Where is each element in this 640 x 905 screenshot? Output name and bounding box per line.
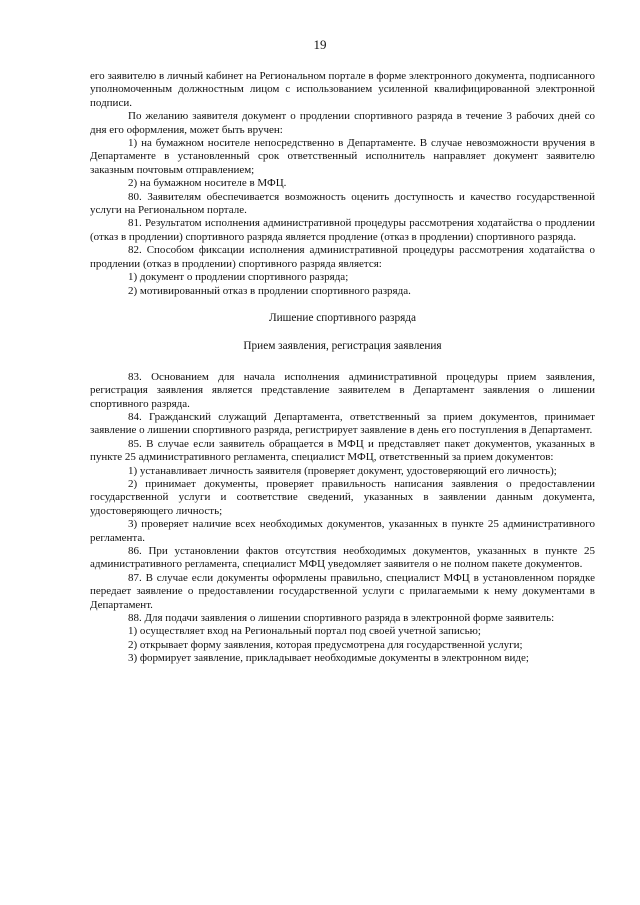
paragraph: 86. При установлении фактов отсутствия необходимых документов, указанных в пункте 25 административного регламента, специалист МФЦ уведомляет заявителя о не полном пакете документов.	[90, 545, 595, 571]
paragraph: 85. В случае если заявитель обращается в МФЦ и представляет пакет документов, указанных в пункте 25 административного регламента, специалист МФЦ, ответственный за прием документов:	[90, 437, 595, 464]
subsection-heading: Прием заявления, регистрация заявления	[243, 340, 442, 353]
section-heading: Лишение спортивного разряда	[268, 311, 417, 324]
paragraph: 1) осуществляет вход на Региональный портал под своей учетной записью;	[128, 625, 481, 638]
paragraph: 2) на бумажном носителе в МФЦ.	[128, 177, 287, 190]
paragraph: 3) проверяет наличие всех необходимых документов, указанных в пункте 25 административного регламента.	[90, 518, 595, 544]
paragraph: 1) на бумажном носителе непосредственно в Департаменте. В случае невозможности вручения в Департаменте в установленный срок ответственный исполнитель направляет документ заявителю заказным почтовым отправлением;	[90, 137, 595, 176]
paragraph: 88. Для подачи заявления о лишении спортивного разряда в электронной форме заявитель:	[128, 612, 555, 625]
paragraph: 83. Основанием для начала исполнения административной процедуры прием заявления, регистрация заявления является представление заявителем в Департамент заявления о лишении спортивного разряда.	[90, 370, 595, 410]
paragraph: 87. В случае если документы оформлены правильно, специалист МФЦ в установленном порядке передает заявление о предоставлении государственной услуги с прилагаемыми к нему документами в Департамент.	[90, 571, 595, 611]
paragraph: 3) формирует заявление, прикладывает необходимые документы в электронном виде;	[128, 652, 529, 665]
document-body	[90, 70, 595, 666]
paragraph: По желанию заявителя документ о продлении спортивного разряда в течение 3 рабочих дней со дня его оформления, может быть вручен:	[90, 110, 595, 136]
page-number: 19	[313, 37, 327, 52]
paragraph: 2) мотивированный отказ в продлении спортивного разряда.	[128, 284, 411, 297]
paragraph: 80. Заявителям обеспечивается возможность оценить доступность и качество государственной услуги на Региональном портале.	[90, 190, 595, 217]
paragraph: его заявителю в личный кабинет на Региональном портале в форме электронного документа, подписанного уполномоченным должностным лицом с использованием усиленной квалифицированной электронной подписи.	[90, 70, 595, 109]
paragraph: 2) принимает документы, проверяет правильность написания заявления о предоставлении государственной услуги и соответствие сведений, указанных в заявлении данным документа, удостоверяющего личность;	[90, 477, 595, 517]
paragraph: 82. Способом фиксации исполнения административной процедуры рассмотрения ходатайства о продлении (отказ в продлении) спортивного разряда является:	[90, 244, 595, 270]
paragraph: 1) устанавливает личность заявителя (проверяет документ, удостоверяющий его личность);	[128, 464, 557, 477]
paragraph: 1) документ о продлении спортивного разряда;	[128, 271, 349, 284]
paragraph: 2) открывает форму заявления, которая предусмотрена для государственной услуги;	[128, 638, 523, 651]
paragraph: 81. Результатом исполнения административной процедуры рассмотрения ходатайства о продлении (отказ в продлении) спортивного разряда является продление (отказ в продлении) спортивного разряда.	[90, 217, 595, 243]
paragraph: 84. Гражданский служащий Департамента, ответственный за прием документов, принимает заявление о лишении спортивного разряда, регистрирует заявление в день его поступления в Департамент.	[90, 410, 595, 437]
